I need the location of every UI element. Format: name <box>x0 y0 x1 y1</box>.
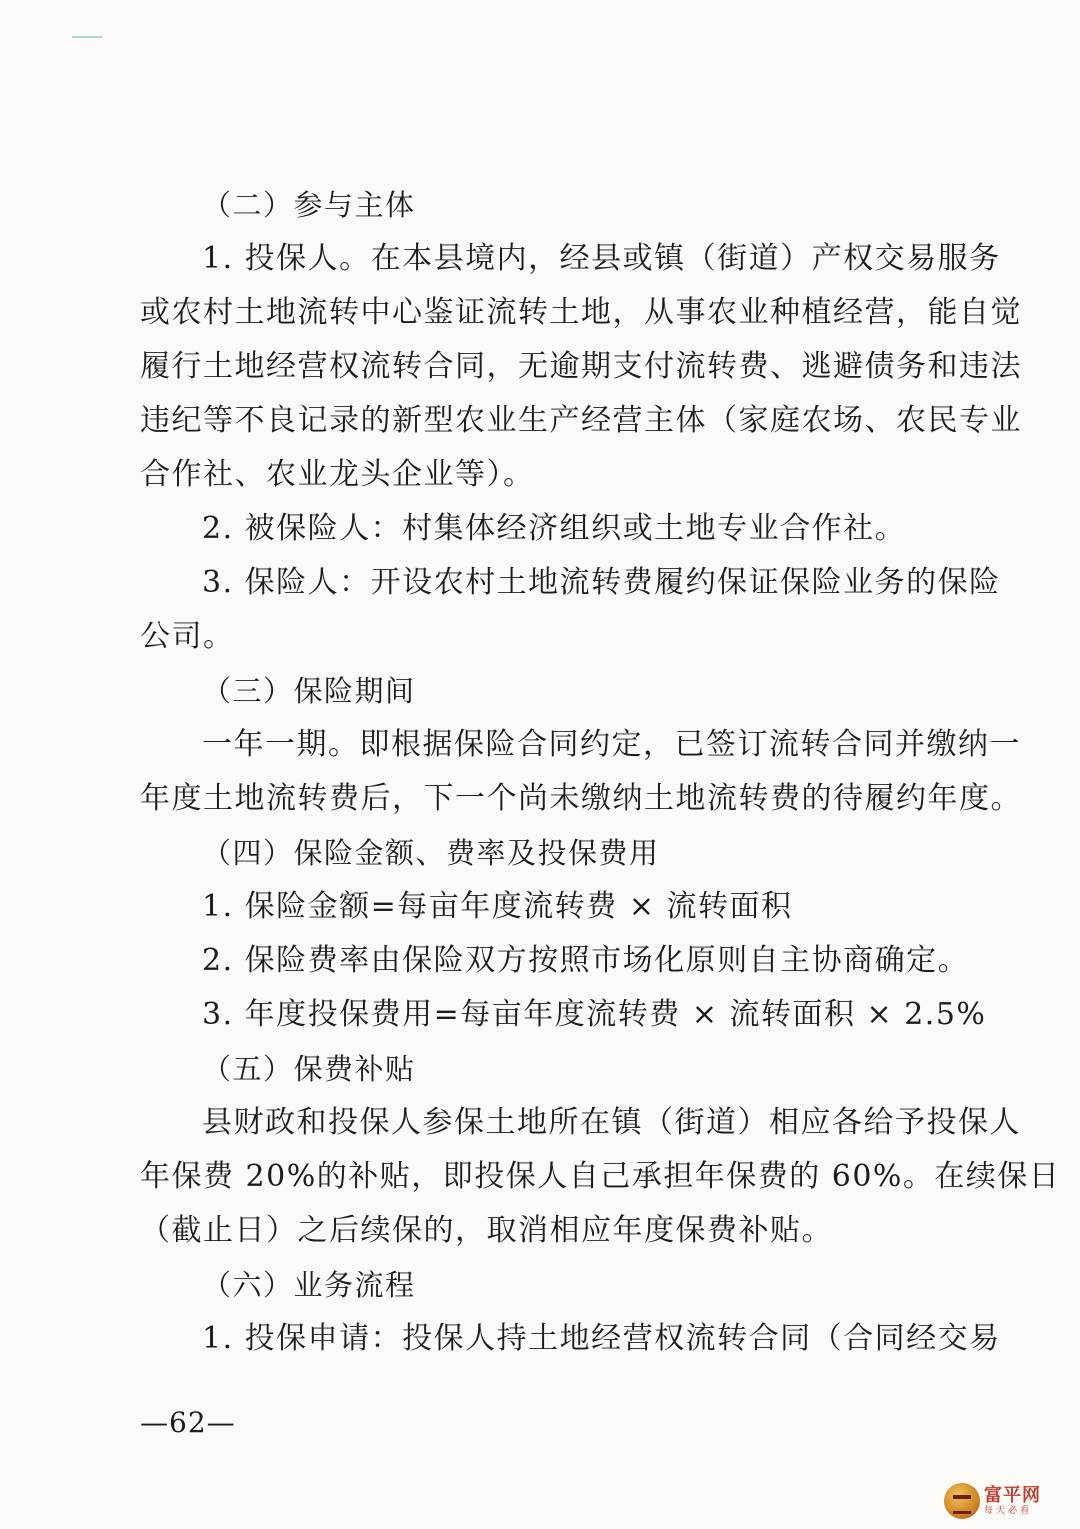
paragraph-line: 违纪等不良记录的新型农业生产经营主体（家庭农场、农民专业 <box>140 403 1022 438</box>
section-heading-participants: （二）参与主体 <box>202 188 416 222</box>
paragraph-line: 3. 年度投保费用=每亩年度流转费 × 流转面积 × 2.5% <box>202 997 987 1032</box>
paragraph-line: 1. 投保申请：投保人持土地经营权流转合同（合同经交易 <box>202 1321 1001 1356</box>
paragraph-line: 年保费 20%的补贴，即投保人自己承担年保费的 60%。在续保日 <box>140 1159 1061 1194</box>
building-emblem-icon <box>944 1483 980 1519</box>
document-body <box>140 178 1061 1366</box>
logo-sub-text: 每天必看 <box>984 1505 1033 1516</box>
logo-text <box>984 1484 1041 1516</box>
paragraph-line: 年度土地流转费后，下一个尚未缴纳土地流转费的待履约年度。 <box>140 781 1022 816</box>
site-logo <box>944 1480 1041 1522</box>
paragraph-line: 1. 保险金额=每亩年度流转费 × 流转面积 <box>202 889 793 924</box>
paragraph-line: 2. 被保险人：村集体经济组织或土地专业合作社。 <box>202 511 907 546</box>
paragraph-line: 或农村土地流转中心鉴证流转土地，从事农业种植经营，能自觉 <box>140 295 1022 330</box>
section-heading-premium-subsidy: （五）保费补贴 <box>202 1052 416 1086</box>
paragraph-line: 县财政和投保人参保土地所在镇（街道）相应各给予投保人 <box>202 1105 1021 1140</box>
paragraph-line: 一年一期。即根据保险合同约定，已签订流转合同并缴纳一 <box>202 727 1021 762</box>
page-number: —62— <box>140 1406 236 1439</box>
paragraph-line: 履行土地经营权流转合同，无逾期支付流转费、逃避债务和违法 <box>140 349 1022 384</box>
logo-main-text: 富平网 <box>984 1484 1041 1506</box>
paragraph-line: 2. 保险费率由保险双方按照市场化原则自主协商确定。 <box>202 943 970 978</box>
corner-mark <box>72 36 102 38</box>
paragraph-line: 公司。 <box>140 619 235 654</box>
paragraph-line: （截止日）之后续保的，取消相应年度保费补贴。 <box>140 1213 833 1248</box>
section-heading-amount-rate-cost: （四）保险金额、费率及投保费用 <box>202 836 660 870</box>
paragraph-line: 合作社、农业龙头企业等）。 <box>140 457 535 492</box>
paragraph-line: 3. 保险人：开设农村土地流转费履约保证保险业务的保险 <box>202 565 1001 600</box>
section-heading-business-process: （六）业务流程 <box>202 1268 416 1302</box>
paragraph-line: 1. 投保人。在本县境内，经县或镇（街道）产权交易服务 <box>202 241 1001 276</box>
section-heading-insurance-period: （三）保险期间 <box>202 674 416 708</box>
